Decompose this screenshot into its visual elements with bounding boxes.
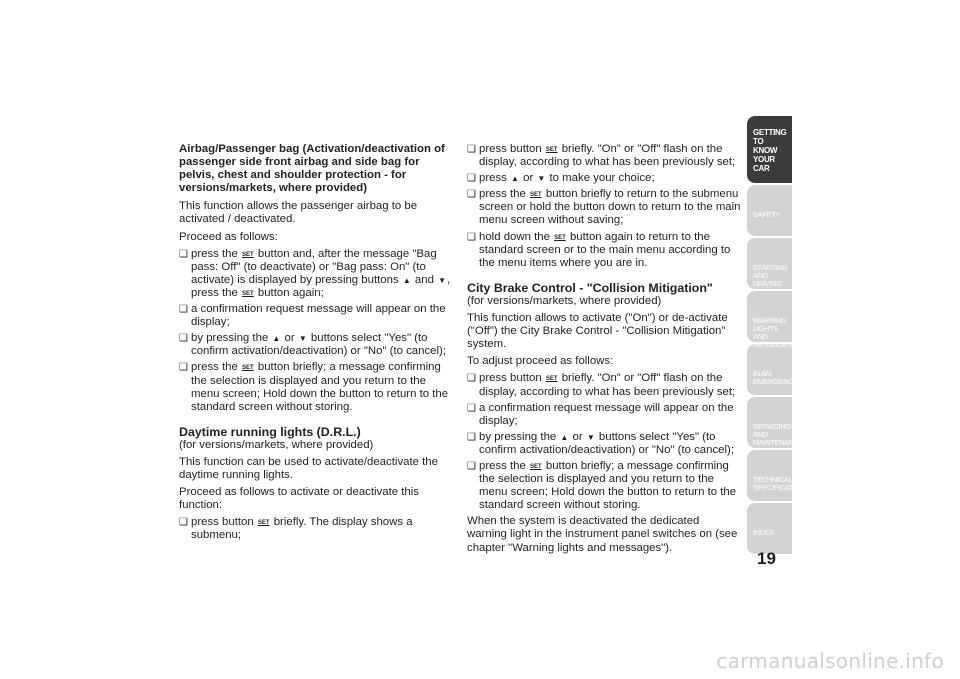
set-button-icon: SET bbox=[554, 234, 566, 241]
set-button-icon: SET bbox=[530, 463, 542, 470]
down-button-icon: ▼ bbox=[537, 174, 546, 184]
airbag-heading: Airbag/Passenger bag (Activation/deactivation of passenger side front airbag and side bag for pelvis, chest and shoulder protection - for versions/markets, where provided) bbox=[179, 143, 445, 195]
airbag-intro: This function allows the passenger airbag to be activated / deactivated. bbox=[179, 200, 418, 226]
chapter-tabs bbox=[747, 116, 810, 556]
tab-index[interactable]: INDEX bbox=[747, 503, 792, 554]
down-button-icon: ▼ bbox=[298, 334, 307, 344]
list-item: ❑ press ▲ or ▼ to make your choice; bbox=[467, 172, 742, 185]
tab-in-an-emergency[interactable]: IN AN EMERGENCY bbox=[747, 344, 792, 395]
list-item: ❑ hold down the SET button again to return to the standard screen or to the main menu according to the menu items where you are in. bbox=[467, 231, 742, 270]
list-item: ❑ a confirmation request message will appear on the display; bbox=[179, 303, 451, 329]
list-item: ❑ press the SET button briefly; a message confirming the selection is displayed and you return to the menu screen; Hold down the button to return to the standard screen without storing. bbox=[179, 361, 451, 413]
page-number: 19 bbox=[757, 549, 776, 568]
list-item: ❑ by pressing the ▲ or ▼ buttons select "Yes" (to confirm activation/deactivation) or "No" (to cancel); bbox=[467, 431, 742, 457]
list-item: ❑ press the SET button briefly; a message confirming the selection is displayed and you return to the menu screen; Hold down the button to return to the standard screen without storing. bbox=[467, 460, 742, 512]
set-button-icon: SET bbox=[545, 147, 558, 153]
list-item: ❑ press button SET briefly. The display shows a submenu; bbox=[179, 516, 451, 542]
drl-subheading: (for versions/markets, where provided) bbox=[179, 438, 374, 451]
list-item: ❑ a confirmation request message will appear on the display; bbox=[467, 402, 742, 428]
list-item: ❑ press the SET button briefly to return to the submenu screen or hold the button down to return to the main menu screen without saving; bbox=[467, 188, 742, 227]
down-button-icon: ▼ bbox=[586, 432, 595, 442]
list-item: ❑ press button SET briefly. "On" or "Off" flash on the display, according to what has been previously set; bbox=[467, 372, 742, 398]
cbc-subheading: (for versions/markets, where provided) bbox=[467, 294, 662, 307]
drl-proceed: Proceed as follows to activate or deactivate this function: bbox=[179, 486, 419, 512]
airbag-proceed: Proceed as follows: bbox=[179, 230, 278, 243]
set-button-icon: SET bbox=[257, 520, 270, 527]
list-item: ❑ press the SET button and, after the message "Bag pass: Off" (to deactivate) or "Bag pass: On" (to activate) is displayed by pressing buttons ▲ and ▼, press the SET button again; bbox=[179, 248, 451, 300]
right-column bbox=[467, 143, 742, 559]
tab-safety[interactable]: SAFETY bbox=[747, 185, 792, 236]
set-button-icon: SET bbox=[242, 365, 254, 372]
up-button-icon: ▲ bbox=[511, 174, 519, 184]
tab-getting-to-know-your-car[interactable]: GETTING TO KNOW YOUR CAR bbox=[747, 116, 792, 183]
left-column bbox=[179, 143, 451, 546]
set-button-icon: SET bbox=[530, 192, 542, 199]
cbc-proceed: To adjust proceed as follows: bbox=[467, 355, 614, 368]
tab-servicing[interactable]: SERVICING AND MAINTENANCE bbox=[747, 397, 792, 448]
tab-starting-and-driving[interactable]: STARTING AND DRIVING bbox=[747, 238, 792, 289]
down-button-icon: ▼ bbox=[438, 275, 447, 285]
cbc-heading: City Brake Control - "Collision Mitigation" bbox=[467, 280, 713, 295]
set-button-icon: SET bbox=[242, 290, 254, 297]
cbc-closing-text: When the system is deactivated the dedicated warning light in the instrument panel switches on (see chapter "Warning lights and messages"). bbox=[467, 515, 738, 554]
up-button-icon: ▲ bbox=[402, 275, 411, 285]
list-item: ❑ press button SET briefly. "On" or "Off" flash on the display, according to what has been previously set; bbox=[467, 143, 742, 169]
drl-intro: This function can be used to activate/deactivate the daytime running lights. bbox=[179, 455, 438, 482]
tab-warning-lights[interactable]: WARNING LIGHTS AND MESSAGES bbox=[747, 291, 792, 342]
list-item: ❑ by pressing the ▲ or ▼ buttons select "Yes" (to confirm activation/deactivation) or "No" (to cancel); bbox=[179, 332, 451, 358]
watermark: carmanualsonline.info bbox=[716, 649, 944, 673]
cbc-intro: This function allows to activate ("On") or de-activate ("Off") the City Brake Control - "Collision Mitigation" system. bbox=[467, 312, 728, 351]
set-button-icon: SET bbox=[545, 376, 558, 383]
tab-technical-specifications[interactable]: TECHNICAL SPECIFICATIONS bbox=[747, 450, 792, 501]
drl-heading: Daytime running lights (D.R.L.) bbox=[179, 424, 361, 439]
up-button-icon: ▲ bbox=[272, 334, 281, 344]
set-button-icon: SET bbox=[242, 251, 254, 258]
up-button-icon: ▲ bbox=[560, 432, 569, 442]
